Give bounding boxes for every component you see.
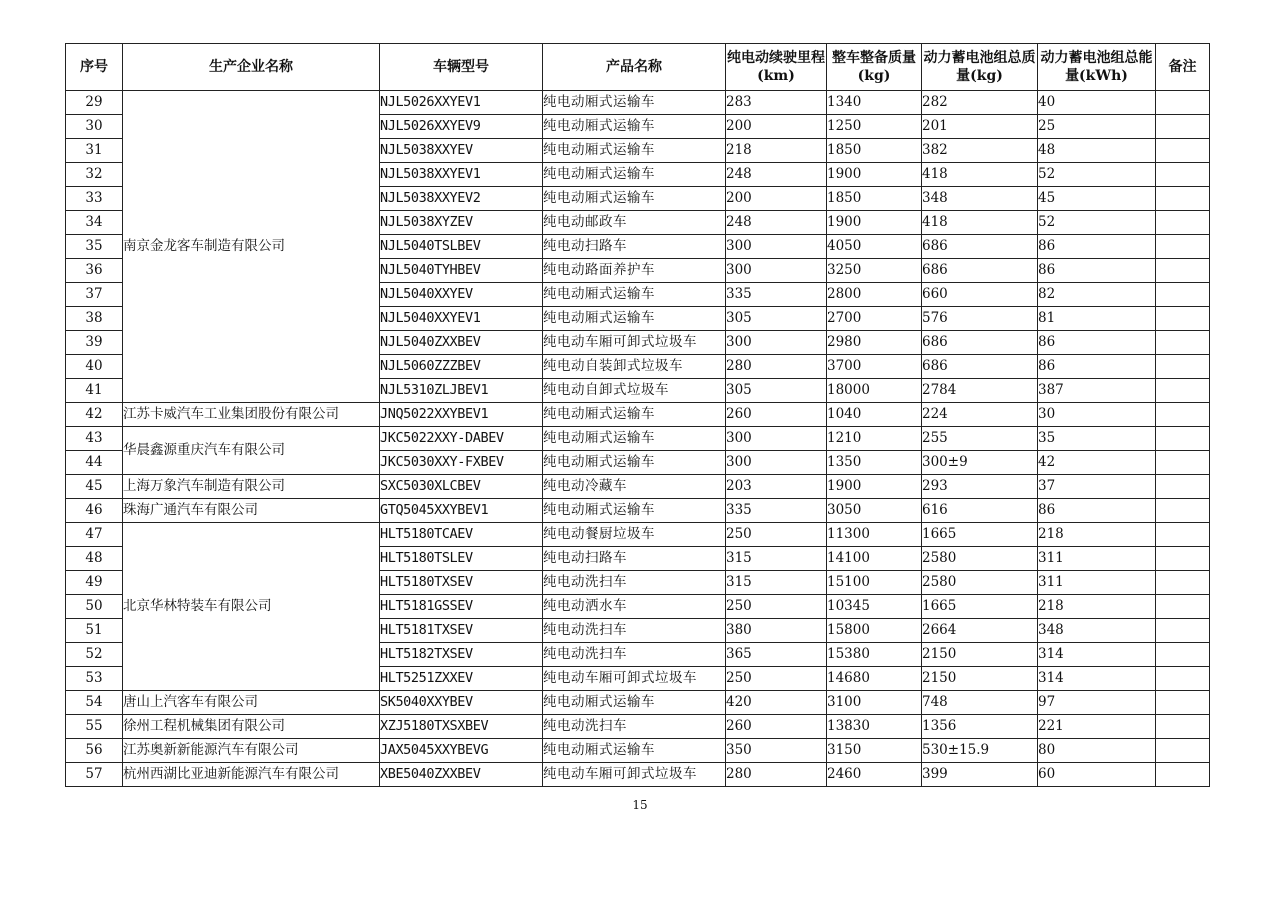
cell-product: 纯电动洒水车 [543,595,726,619]
cell-model: NJL5040TSLBEV [380,235,543,259]
cell-remark [1156,523,1210,547]
cell-range: 260 [726,715,827,739]
cell-model: HLT5181TXSEV [380,619,543,643]
table-row [66,763,1210,787]
cell-battery-energy: 30 [1038,403,1156,427]
cell-range: 305 [726,307,827,331]
cell-remark [1156,667,1210,691]
cell-range: 250 [726,595,827,619]
cell-battery-mass: 530±15.9 [922,739,1038,763]
cell-mass: 3100 [827,691,922,715]
header-seq: 序号 [66,44,123,91]
cell-battery-energy: 348 [1038,619,1156,643]
cell-battery-energy: 86 [1038,235,1156,259]
cell-product: 纯电动厢式运输车 [543,451,726,475]
cell-range: 250 [726,667,827,691]
cell-product: 纯电动厢式运输车 [543,427,726,451]
cell-product: 纯电动厢式运输车 [543,187,726,211]
table-row [66,499,1210,523]
cell-model: HLT5251ZXXEV [380,667,543,691]
cell-range: 280 [726,763,827,787]
cell-range: 200 [726,115,827,139]
cell-remark [1156,619,1210,643]
cell-mass: 3700 [827,355,922,379]
cell-mass: 1900 [827,163,922,187]
cell-company: 徐州工程机械集团有限公司 [123,715,380,739]
cell-battery-mass: 2150 [922,667,1038,691]
cell-model: JNQ5022XXYBEV1 [380,403,543,427]
cell-range: 315 [726,571,827,595]
cell-remark [1156,499,1210,523]
cell-model: SK5040XXYBEV [380,691,543,715]
cell-product: 纯电动厢式运输车 [543,139,726,163]
cell-product: 纯电动洗扫车 [543,643,726,667]
cell-range: 380 [726,619,827,643]
table-row [66,523,1210,547]
cell-mass: 3250 [827,259,922,283]
cell-battery-mass: 418 [922,163,1038,187]
cell-range: 300 [726,235,827,259]
cell-range: 315 [726,547,827,571]
cell-battery-energy: 86 [1038,259,1156,283]
cell-battery-energy: 86 [1038,331,1156,355]
cell-product: 纯电动冷藏车 [543,475,726,499]
cell-remark [1156,403,1210,427]
cell-model: GTQ5045XXYBEV1 [380,499,543,523]
cell-battery-energy: 86 [1038,355,1156,379]
cell-remark [1156,115,1210,139]
cell-model: JKC5022XXY-DABEV [380,427,543,451]
cell-model: NJL5310ZLJBEV1 [380,379,543,403]
cell-remark [1156,163,1210,187]
cell-company: 珠海广通汽车有限公司 [123,499,380,523]
cell-battery-mass: 2580 [922,547,1038,571]
header-mass: 整车整备质量(kg) [827,44,922,91]
cell-battery-energy: 48 [1038,139,1156,163]
table-row [66,691,1210,715]
cell-battery-energy: 387 [1038,379,1156,403]
cell-remark [1156,475,1210,499]
cell-mass: 14680 [827,667,922,691]
cell-range: 300 [726,451,827,475]
cell-range: 300 [726,259,827,283]
cell-battery-mass: 293 [922,475,1038,499]
cell-product: 纯电动厢式运输车 [543,403,726,427]
cell-battery-energy: 52 [1038,163,1156,187]
cell-seq: 56 [66,739,123,763]
cell-battery-mass: 2664 [922,619,1038,643]
cell-range: 260 [726,403,827,427]
cell-company: 江苏卡威汽车工业集团股份有限公司 [123,403,380,427]
cell-battery-mass: 660 [922,283,1038,307]
cell-battery-mass: 399 [922,763,1038,787]
cell-range: 218 [726,139,827,163]
cell-mass: 3050 [827,499,922,523]
cell-remark [1156,427,1210,451]
cell-battery-mass: 576 [922,307,1038,331]
cell-battery-energy: 221 [1038,715,1156,739]
cell-product: 纯电动餐厨垃圾车 [543,523,726,547]
cell-product: 纯电动厢式运输车 [543,91,726,115]
cell-product: 纯电动车厢可卸式垃圾车 [543,331,726,355]
cell-mass: 2460 [827,763,922,787]
cell-range: 305 [726,379,827,403]
cell-mass: 1900 [827,475,922,499]
cell-battery-mass: 748 [922,691,1038,715]
cell-battery-mass: 616 [922,499,1038,523]
cell-product: 纯电动厢式运输车 [543,283,726,307]
cell-battery-energy: 311 [1038,571,1156,595]
cell-remark [1156,331,1210,355]
cell-product: 纯电动洗扫车 [543,619,726,643]
cell-product: 纯电动自装卸式垃圾车 [543,355,726,379]
header-company: 生产企业名称 [123,44,380,91]
cell-model: XZJ5180TXSXBEV [380,715,543,739]
cell-battery-energy: 45 [1038,187,1156,211]
cell-mass: 15800 [827,619,922,643]
cell-battery-energy: 86 [1038,499,1156,523]
cell-range: 350 [726,739,827,763]
cell-product: 纯电动厢式运输车 [543,739,726,763]
cell-remark [1156,211,1210,235]
cell-battery-energy: 218 [1038,595,1156,619]
cell-mass: 2980 [827,331,922,355]
table-body [66,91,1210,787]
cell-remark [1156,595,1210,619]
cell-product: 纯电动厢式运输车 [543,691,726,715]
cell-remark [1156,187,1210,211]
cell-seq: 30 [66,115,123,139]
cell-company: 北京华林特装车有限公司 [123,523,380,691]
cell-range: 283 [726,91,827,115]
cell-mass: 1250 [827,115,922,139]
cell-seq: 54 [66,691,123,715]
cell-battery-mass: 418 [922,211,1038,235]
cell-product: 纯电动洗扫车 [543,571,726,595]
page-number: 15 [632,798,648,812]
table-row [66,403,1210,427]
cell-model: NJL5040ZXXBEV [380,331,543,355]
cell-seq: 40 [66,355,123,379]
cell-mass: 10345 [827,595,922,619]
cell-battery-energy: 37 [1038,475,1156,499]
cell-battery-energy: 60 [1038,763,1156,787]
cell-company: 上海万象汽车制造有限公司 [123,475,380,499]
cell-seq: 49 [66,571,123,595]
cell-seq: 35 [66,235,123,259]
cell-battery-energy: 97 [1038,691,1156,715]
cell-model: HLT5180TCAEV [380,523,543,547]
cell-model: NJL5038XYZEV [380,211,543,235]
cell-model: NJL5026XXYEV1 [380,91,543,115]
cell-model: JKC5030XXY-FXBEV [380,451,543,475]
cell-model: SXC5030XLCBEV [380,475,543,499]
cell-mass: 2700 [827,307,922,331]
cell-seq: 44 [66,451,123,475]
cell-mass: 1040 [827,403,922,427]
cell-mass: 15380 [827,643,922,667]
cell-seq: 41 [66,379,123,403]
cell-range: 250 [726,523,827,547]
cell-battery-mass: 382 [922,139,1038,163]
cell-battery-energy: 314 [1038,643,1156,667]
cell-battery-energy: 314 [1038,667,1156,691]
cell-battery-mass: 282 [922,91,1038,115]
cell-battery-energy: 40 [1038,91,1156,115]
header-range: 纯电动续驶里程(km) [726,44,827,91]
cell-seq: 42 [66,403,123,427]
cell-battery-mass: 686 [922,331,1038,355]
cell-mass: 2800 [827,283,922,307]
cell-remark [1156,451,1210,475]
cell-seq: 45 [66,475,123,499]
cell-seq: 38 [66,307,123,331]
cell-battery-mass: 300±9 [922,451,1038,475]
cell-mass: 1850 [827,139,922,163]
cell-remark [1156,307,1210,331]
cell-remark [1156,715,1210,739]
cell-battery-energy: 218 [1038,523,1156,547]
cell-remark [1156,763,1210,787]
cell-mass: 1900 [827,211,922,235]
cell-model: JAX5045XXYBEVG [380,739,543,763]
cell-battery-mass: 348 [922,187,1038,211]
cell-remark [1156,139,1210,163]
cell-company: 唐山上汽客车有限公司 [123,691,380,715]
cell-seq: 51 [66,619,123,643]
cell-company: 南京金龙客车制造有限公司 [123,91,380,403]
cell-seq: 31 [66,139,123,163]
cell-seq: 57 [66,763,123,787]
cell-remark [1156,643,1210,667]
cell-mass: 14100 [827,547,922,571]
cell-seq: 37 [66,283,123,307]
cell-model: NJL5040XXYEV1 [380,307,543,331]
cell-range: 420 [726,691,827,715]
cell-company: 江苏奥新新能源汽车有限公司 [123,739,380,763]
table-row [66,475,1210,499]
cell-model: HLT5180TSLEV [380,547,543,571]
cell-battery-mass: 201 [922,115,1038,139]
cell-remark [1156,259,1210,283]
cell-mass: 4050 [827,235,922,259]
cell-seq: 48 [66,547,123,571]
cell-mass: 1850 [827,187,922,211]
cell-seq: 53 [66,667,123,691]
cell-battery-mass: 686 [922,259,1038,283]
cell-mass: 3150 [827,739,922,763]
cell-seq: 39 [66,331,123,355]
header-row [66,44,1210,91]
cell-model: XBE5040ZXXBEV [380,763,543,787]
cell-model: HLT5182TXSEV [380,643,543,667]
cell-battery-energy: 82 [1038,283,1156,307]
cell-seq: 36 [66,259,123,283]
cell-product: 纯电动自卸式垃圾车 [543,379,726,403]
cell-battery-energy: 311 [1038,547,1156,571]
cell-range: 280 [726,355,827,379]
table-row [66,715,1210,739]
cell-model: NJL5038XXYEV2 [380,187,543,211]
header-battery-mass: 动力蓄电池组总质量(kg) [922,44,1038,91]
cell-mass: 1350 [827,451,922,475]
cell-product: 纯电动扫路车 [543,547,726,571]
cell-battery-mass: 686 [922,355,1038,379]
table-header [66,44,1210,91]
cell-range: 300 [726,331,827,355]
cell-range: 248 [726,163,827,187]
cell-model: HLT5180TXSEV [380,571,543,595]
cell-remark [1156,91,1210,115]
cell-seq: 34 [66,211,123,235]
cell-seq: 46 [66,499,123,523]
cell-product: 纯电动厢式运输车 [543,307,726,331]
cell-seq: 32 [66,163,123,187]
cell-product: 纯电动邮政车 [543,211,726,235]
cell-product: 纯电动车厢可卸式垃圾车 [543,763,726,787]
cell-mass: 18000 [827,379,922,403]
cell-range: 365 [726,643,827,667]
cell-seq: 29 [66,91,123,115]
cell-battery-mass: 2150 [922,643,1038,667]
cell-seq: 52 [66,643,123,667]
cell-range: 203 [726,475,827,499]
header-remark: 备注 [1156,44,1210,91]
cell-seq: 55 [66,715,123,739]
cell-remark [1156,547,1210,571]
cell-remark [1156,235,1210,259]
cell-seq: 47 [66,523,123,547]
table-row [66,91,1210,115]
cell-product: 纯电动厢式运输车 [543,163,726,187]
cell-battery-energy: 80 [1038,739,1156,763]
cell-model: NJL5060ZZZBEV [380,355,543,379]
cell-company: 杭州西湖比亚迪新能源汽车有限公司 [123,763,380,787]
cell-range: 335 [726,283,827,307]
cell-remark [1156,739,1210,763]
cell-battery-energy: 25 [1038,115,1156,139]
cell-company: 华晨鑫源重庆汽车有限公司 [123,427,380,475]
cell-product: 纯电动路面养护车 [543,259,726,283]
cell-model: NJL5040XXYEV [380,283,543,307]
header-battery-energy: 动力蓄电池组总能量(kWh) [1038,44,1156,91]
cell-model: HLT5181GSSEV [380,595,543,619]
cell-battery-mass: 1356 [922,715,1038,739]
cell-battery-mass: 686 [922,235,1038,259]
cell-range: 248 [726,211,827,235]
vehicle-catalog-table [65,43,1210,787]
cell-product: 纯电动厢式运输车 [543,115,726,139]
cell-seq: 33 [66,187,123,211]
cell-model: NJL5040TYHBEV [380,259,543,283]
cell-battery-mass: 1665 [922,595,1038,619]
cell-mass: 13830 [827,715,922,739]
cell-mass: 11300 [827,523,922,547]
cell-remark [1156,571,1210,595]
cell-model: NJL5038XXYEV1 [380,163,543,187]
cell-battery-mass: 255 [922,427,1038,451]
table-row [66,739,1210,763]
cell-battery-mass: 2784 [922,379,1038,403]
cell-battery-mass: 1665 [922,523,1038,547]
cell-product: 纯电动车厢可卸式垃圾车 [543,667,726,691]
cell-seq: 50 [66,595,123,619]
cell-remark [1156,691,1210,715]
cell-seq: 43 [66,427,123,451]
cell-product: 纯电动厢式运输车 [543,499,726,523]
cell-model: NJL5038XXYEV [380,139,543,163]
cell-mass: 1340 [827,91,922,115]
cell-range: 335 [726,499,827,523]
cell-remark [1156,283,1210,307]
cell-product: 纯电动扫路车 [543,235,726,259]
cell-battery-mass: 224 [922,403,1038,427]
cell-battery-energy: 81 [1038,307,1156,331]
cell-model: NJL5026XXYEV9 [380,115,543,139]
cell-battery-energy: 35 [1038,427,1156,451]
header-product: 产品名称 [543,44,726,91]
cell-product: 纯电动洗扫车 [543,715,726,739]
cell-battery-mass: 2580 [922,571,1038,595]
cell-battery-energy: 42 [1038,451,1156,475]
cell-battery-energy: 52 [1038,211,1156,235]
cell-range: 200 [726,187,827,211]
cell-remark [1156,355,1210,379]
cell-mass: 15100 [827,571,922,595]
header-model: 车辆型号 [380,44,543,91]
cell-range: 300 [726,427,827,451]
cell-mass: 1210 [827,427,922,451]
table-row [66,427,1210,451]
cell-remark [1156,379,1210,403]
